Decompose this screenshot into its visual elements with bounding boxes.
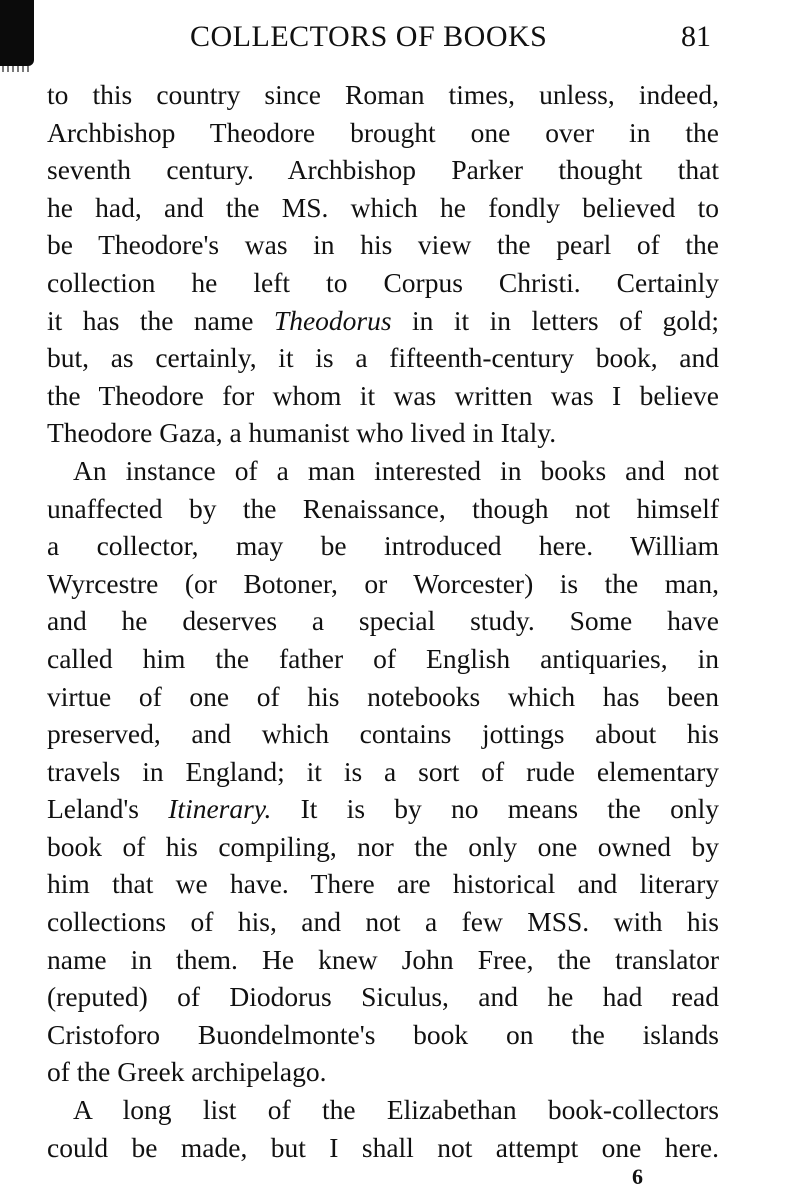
text-line: preserved, and which contains jottings about his [47, 718, 719, 750]
text-line: Leland's Itinerary. It is by no means the only [47, 793, 719, 825]
text-line: A long list of the Elizabethan book-collectors [73, 1094, 719, 1126]
text-line: called him the father of English antiquaries, in [47, 642, 719, 674]
signature-mark: 6 [632, 1164, 643, 1189]
text-line: unaffected by the Renaissance, though not himself [47, 492, 719, 524]
text-line: and he deserves a special study. Some have [47, 605, 719, 637]
text-line: collection he left to Corpus Christi. Certainly [47, 266, 719, 298]
text-line: book of his compiling, nor the only one owned by [47, 830, 719, 862]
body-text [47, 76, 719, 1166]
running-head [0, 20, 786, 60]
text-line: he had, and the MS. which he fondly believed to [47, 191, 719, 223]
page-number: 81 [681, 20, 711, 53]
italic-title: Itinerary. [168, 793, 272, 825]
text-line: Cristoforo Buondelmonte's book on the islands [47, 1018, 719, 1050]
text-line: Wyrcestre (or Botoner, or Worcester) is the man, [47, 567, 719, 599]
text-line: but, as certainly, it is a fifteenth-century book, and [47, 342, 719, 374]
text-line: collections of his, and not a few MSS. with his [47, 906, 719, 938]
text-line: could be made, but I shall not attempt one here. [47, 1131, 719, 1163]
text-line: name in them. He knew John Free, the translator [47, 943, 719, 975]
text-line: seventh century. Archbishop Parker thought that [47, 154, 719, 186]
text-line: virtue of one of his notebooks which has been [47, 680, 719, 712]
text-line: Archbishop Theodore brought one over in the [47, 116, 719, 148]
running-head-title: COLLECTORS OF BOOKS [190, 20, 548, 53]
text-line: of the Greek archipelago. [47, 1056, 327, 1088]
text-line: to this country since Roman times, unless, indeed, [47, 79, 719, 110]
text-line: (reputed) of Diodorus Siculus, and he had read [47, 981, 719, 1013]
text-line: a collector, may be introduced here. William [47, 530, 719, 562]
text-line: the Theodore for whom it was written was I believe [47, 379, 719, 411]
text-line: him that we have. There are historical and literary [47, 868, 719, 900]
text-line: travels in England; it is a sort of rude elementary [47, 755, 719, 787]
scan-speckle [2, 66, 32, 72]
text-line: An instance of a man interested in books and not [73, 454, 719, 486]
text-line: be Theodore's was in his view the pearl of the [47, 229, 719, 261]
text-line: it has the name Theodorus in it in letters of gold; [47, 304, 719, 336]
italic-title: Theodorus [273, 304, 392, 336]
text-line: Theodore Gaza, a humanist who lived in Italy. [47, 417, 557, 449]
